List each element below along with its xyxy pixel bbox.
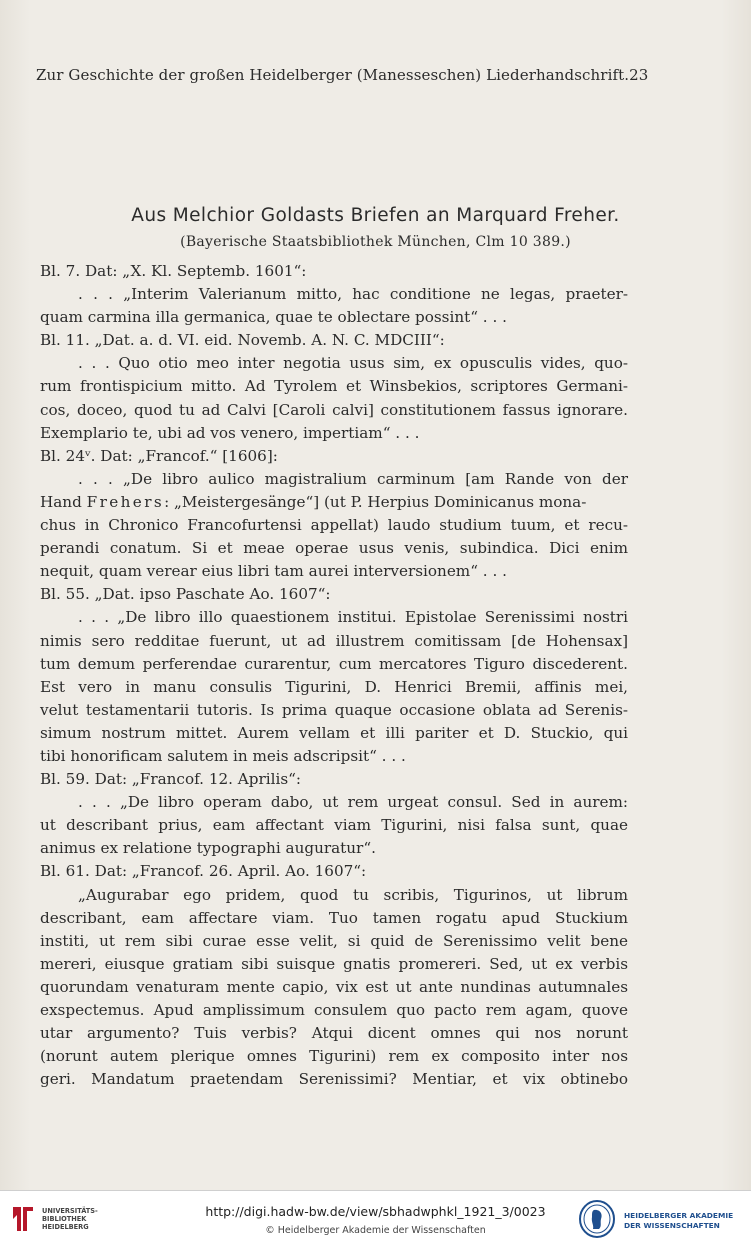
text-line: quam carmina illa germanica, quae te oblectare possint“ . . . (40, 308, 507, 327)
text-line: (norunt autem plerique omnes Tigurini) rem ex composito inter nos (40, 1047, 628, 1066)
entry-heading: Bl. 55. „Dat. ipso Paschate Ao. 1607“: (40, 585, 331, 604)
text-fragment: Hand (40, 492, 82, 511)
text-line: . . . „De libro aulico magistralium carminum [am Rande von der (78, 469, 628, 488)
running-head-text: Zur Geschichte der großen Heidelberger (Manesseschen) Liederhandschrift. (36, 66, 630, 84)
text-line: . . . Quo otio meo inter negotia usus sim, ex opusculis vides, quo- (78, 354, 628, 373)
text-line: nequit, quam verear eius libri tam aurei interversionem“ . . . (40, 562, 507, 581)
text-line: institi, ut rem sibi curae esse velit, si quid de Serenissimo velit bene (40, 931, 628, 950)
entry-heading: Bl. 59. Dat: „Francof. 12. Aprilis“: (40, 770, 301, 789)
text-line: cos, doceo, quod tu ad Calvi [Caroli calvi] constitutionem fassus ignorare. (40, 400, 628, 419)
entry-heading: Bl. 7. Dat: „X. Kl. Septemb. 1601“: (40, 262, 307, 280)
text-line: tum demum perferendae curarentur, cum mercatores Tiguro discederent. (40, 654, 628, 673)
entry-heading: Bl. 61. Dat: „Francof. 26. April. Ao. 1607“: (40, 862, 367, 881)
text-line: . . . „De libro illo quaestionem institui. Epistolae Serenissimi nostri (78, 608, 628, 627)
text-line: Exemplario te, ubi ad vos venero, impertiam“ . . . (40, 423, 420, 442)
text-line: tibi honorificam salutem in meis adscripsit“ . . . (40, 746, 406, 765)
entry-heading: Bl. 24ᵛ. Dat: „Francof.“ [1606]: (40, 446, 278, 465)
letter-excerpts (40, 260, 628, 1091)
academy-name (624, 1211, 733, 1231)
text-line: rum frontispicium mitto. Ad Tyrolem et Winsbekios, scriptores Germani- (40, 377, 628, 396)
text-line: quorundam venaturam mente capio, vix est ut ante nundinas autumnales (40, 977, 628, 996)
text-line: geri. Mandatum praetendam Serenissimi? Mentiar, et vix obtinebo (40, 1070, 628, 1089)
logo-line: HEIDELBERG (42, 1223, 89, 1231)
logo-line: HEIDELBERGER AKADEMIE (624, 1211, 734, 1220)
text-line: perandi conatum. Si et meae operae usus venis, subindica. Dici enim (40, 539, 628, 558)
copyright-notice: © Heidelberger Akademie der Wissenschaften (265, 1225, 486, 1236)
text-line: Est vero in manu consulis Tigurini, D. Henrici Bremii, affinis mei, (40, 677, 628, 696)
article-title: Aus Melchior Goldasts Briefen an Marquard Freher. (131, 205, 620, 226)
text-line: velut testamentarii tutoris. Is prima quaque occasione oblata ad Serenis- (40, 700, 628, 719)
text-line: exspectemus. Apud amplissimum consulem quo pacto rem agam, quove (40, 1001, 628, 1019)
text-line: simum nostrum mittet. Aurem vellam et illi pariter et D. Stuckio, qui (40, 723, 628, 742)
entry-heading: Bl. 11. „Dat. a. d. VI. eid. Novemb. A. N. C. MDCIII“: (40, 331, 445, 350)
logo-line: BIBLIOTHEK (42, 1215, 87, 1223)
text-line: . . . „De libro operam dabo, ut rem urgeat consul. Sed in aurem: (78, 793, 628, 812)
page-number: 23 (629, 66, 649, 84)
text-line: „Augurabar ego pridem, quod tu scribis, Tigurinos, ut librum (78, 885, 628, 904)
logo-line: DER WISSENSCHAFTEN (624, 1221, 720, 1230)
text-fragment: : „Meistergesänge“] (ut P. Herpius Dominicanus mona- (164, 492, 587, 511)
permalink[interactable]: http://digi.hadw-bw.de/view/sbhadwphkl_1921_3/0023 (205, 1204, 546, 1219)
text-line: . . . „Interim Valerianum mitto, hac conditione ne legas, praeter- (78, 285, 628, 304)
text-line: describant, eam affectare viam. Tuo tamen rogatu apud Stuckium (40, 908, 628, 927)
running-head (36, 66, 649, 84)
text-line: mereri, eiusque gratiam sibi suisque gnatis promereri. Sed, ut ex verbis (40, 954, 628, 973)
academy-seal-icon (578, 1199, 616, 1239)
text-line: nimis sero redditae fuerunt, ut ad illustrem comitissam [de Hohensax] (40, 631, 628, 650)
text-line: chus in Chronico Francofurtensi appellat) laudo studium tuum, et recu- (40, 516, 628, 535)
viewer-footer (0, 1190, 751, 1248)
logo-line: UNIVERSITÄTS- (42, 1207, 98, 1215)
spaced-name: Frehers (86, 492, 165, 511)
text-line: ut describant prius, eam affectant viam Tigurini, nisi falsa sunt, quae (40, 816, 628, 835)
text-line: animus ex relatione typographi auguratur“. (40, 839, 376, 858)
article-subtitle: (Bayerische Staatsbibliothek München, Clm 10 389.) (180, 234, 571, 250)
text-line (40, 491, 628, 514)
text-line: utar argumento? Tuis verbis? Atqui dicent omnes qui nos norunt (40, 1024, 628, 1043)
